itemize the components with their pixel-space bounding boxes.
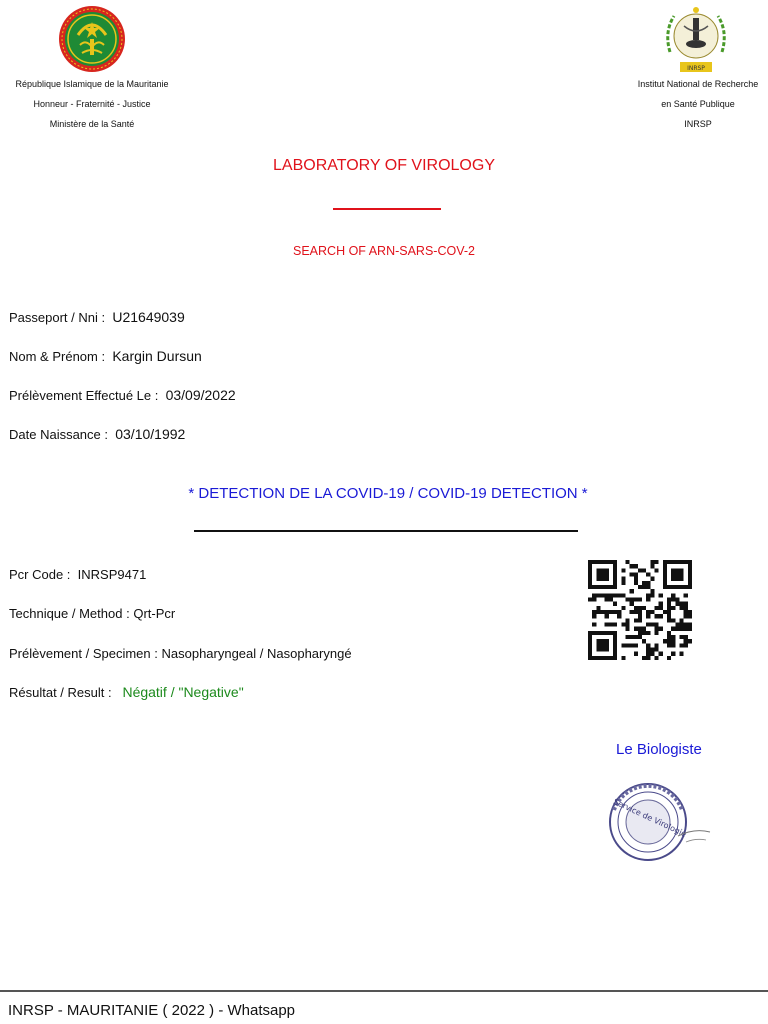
- result-value: Négatif / "Negative": [122, 684, 244, 700]
- footer-text: INRSP - MAURITANIE ( 2022 ) - Whatsapp: [8, 1002, 296, 1019]
- title-divider: [333, 208, 441, 210]
- sample-date-row: [9, 387, 236, 403]
- pcr-code-value: INRSP9471: [77, 567, 147, 582]
- specimen-label: Prélèvement / Specimen :: [9, 646, 158, 661]
- passport-row: [9, 309, 185, 325]
- search-title: SEARCH OF ARN-SARS-COV-2: [293, 244, 475, 258]
- name-value: Kargin Dursun: [112, 348, 202, 364]
- pcr-code-row: [9, 567, 146, 582]
- institute-acronym: INRSP: [684, 119, 712, 129]
- sample-date-value: 03/09/2022: [165, 387, 236, 403]
- method-row: [9, 606, 175, 621]
- country-motto: Honneur - Fraternité - Justice: [33, 99, 151, 109]
- sample-date-label: Prélèvement Effectué Le :: [9, 388, 159, 403]
- result-label: Résultat / Result :: [9, 685, 112, 700]
- birth-date-row: [9, 426, 185, 442]
- name-row: [9, 348, 202, 364]
- result-row: [9, 684, 244, 700]
- header-left: [0, 74, 184, 134]
- inrsp-logo-icon: [660, 2, 732, 76]
- pcr-code-label: Pcr Code :: [9, 567, 71, 582]
- virology-stamp: [598, 780, 714, 866]
- biologist-label: Le Biologiste: [616, 741, 702, 758]
- footer-divider: [0, 990, 768, 992]
- mauritania-seal-icon: [58, 5, 126, 73]
- passport-label: Passeport / Nni :: [9, 310, 106, 325]
- detection-divider: [194, 530, 578, 532]
- qr-code[interactable]: [588, 560, 692, 660]
- stamp-text: Service de Virologie: [611, 797, 688, 839]
- detection-title: * DETECTION DE LA COVID-19 / COVID-19 DETECTION *: [188, 485, 588, 502]
- institute-name-line1: Institut National de Recherche: [637, 79, 759, 89]
- specimen-row: [9, 646, 352, 661]
- country-name: République Islamique de la Mauritanie: [15, 79, 169, 89]
- specimen-value: Nasopharyngeal / Nasopharyngé: [161, 646, 352, 661]
- inrsp-logo-text: INRSP: [687, 65, 705, 72]
- ministry-name: Ministère de la Santé: [49, 119, 135, 129]
- passport-value: U21649039: [112, 309, 185, 325]
- birth-date-value: 03/10/1992: [115, 426, 186, 442]
- method-value: Qrt-Pcr: [133, 606, 176, 621]
- birth-date-label: Date Naissance :: [9, 427, 108, 442]
- method-label: Technique / Method :: [9, 606, 130, 621]
- institute-name-line2: en Santé Publique: [661, 99, 735, 109]
- name-label: Nom & Prénom :: [9, 349, 106, 364]
- header-right: [620, 74, 768, 134]
- lab-title: LABORATORY OF VIROLOGY: [273, 157, 495, 174]
